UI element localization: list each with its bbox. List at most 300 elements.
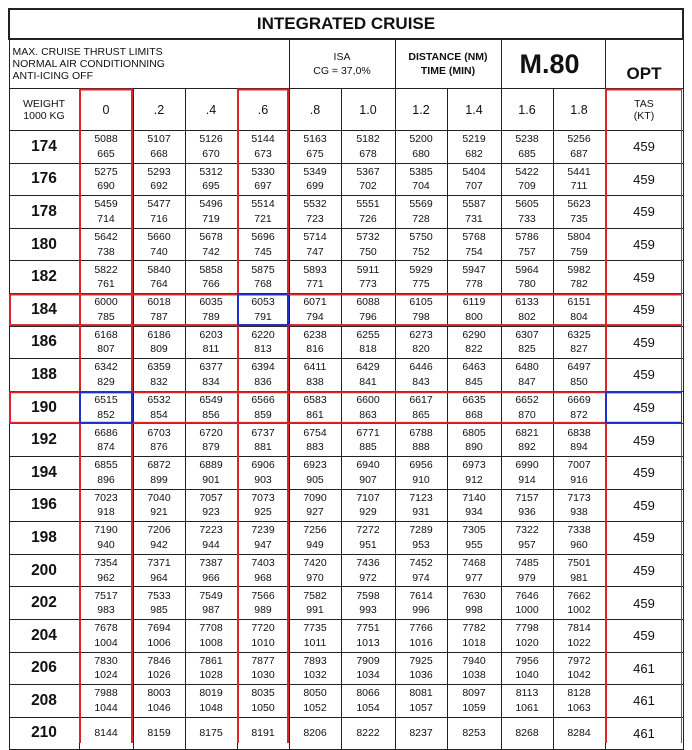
distance-time-cell <box>133 587 185 620</box>
distance-value: 7646 <box>515 589 539 602</box>
distance-time-cell <box>447 326 501 359</box>
time-value: 983 <box>97 604 115 617</box>
distance-time-cell <box>79 424 133 457</box>
time-value: 695 <box>202 180 220 193</box>
table-row <box>9 619 683 652</box>
distance-time-cell <box>237 293 289 326</box>
time-value: 968 <box>254 571 272 584</box>
integrated-cruise-table <box>8 8 684 750</box>
distance-time-cell <box>341 522 395 555</box>
distance-value: 7517 <box>94 589 118 602</box>
time-value: 1022 <box>567 636 591 649</box>
distance-time-cell <box>289 554 341 587</box>
distance-value: 8175 <box>199 727 223 740</box>
time-value: 1026 <box>147 669 171 682</box>
distance-value: 6429 <box>356 361 380 374</box>
distance-value: 8237 <box>409 727 433 740</box>
time-value: 881 <box>254 441 272 454</box>
distance-time-cell <box>79 685 133 718</box>
distance-time-cell <box>341 163 395 196</box>
time-value: 854 <box>150 408 168 421</box>
distance-time-cell <box>501 717 553 750</box>
time-value: 901 <box>202 473 220 486</box>
distance-value: 7940 <box>462 654 486 667</box>
distance-value: 7708 <box>199 622 223 635</box>
time-value: 927 <box>306 506 324 519</box>
distance-value: 6203 <box>199 328 223 341</box>
distance-value: 7735 <box>303 622 327 635</box>
distance-time-cell <box>395 326 447 359</box>
distance-time-cell <box>237 196 289 229</box>
distance-time-cell <box>447 196 501 229</box>
tas-cell: 459 <box>605 391 683 424</box>
time-value: 820 <box>412 343 430 356</box>
distance-value: 5569 <box>409 198 433 211</box>
time-value: 709 <box>518 180 536 193</box>
time-value: 896 <box>97 473 115 486</box>
distance-time-cell <box>185 587 237 620</box>
distance-time-cell <box>79 489 133 522</box>
distance-value: 5330 <box>251 165 275 178</box>
column-header-2: .4 <box>185 89 237 131</box>
time-value: 787 <box>150 310 168 323</box>
distance-time-cell <box>447 131 501 164</box>
time-value: 1059 <box>462 701 486 714</box>
distance-time-cell <box>79 293 133 326</box>
distance-time-cell <box>447 163 501 196</box>
distance-time-cell <box>553 359 605 392</box>
tas-cell: 459 <box>605 326 683 359</box>
column-header-3: .6 <box>237 89 289 131</box>
weight-cell: 198 <box>9 522 79 555</box>
distance-value: 7420 <box>303 557 327 570</box>
distance-value: 7223 <box>199 524 223 537</box>
time-value: 938 <box>570 506 588 519</box>
time-value: 841 <box>359 375 377 388</box>
distance-value: 7925 <box>409 654 433 667</box>
distance-value: 5678 <box>199 231 223 244</box>
tas-cell: 459 <box>605 359 683 392</box>
distance-time-cell <box>237 685 289 718</box>
time-value: 892 <box>518 441 536 454</box>
distance-time-cell <box>501 554 553 587</box>
table-row <box>9 326 683 359</box>
weight-cell: 174 <box>9 131 79 164</box>
distance-value: 7662 <box>567 589 591 602</box>
distance-value: 5107 <box>147 133 171 146</box>
time-value: 970 <box>306 571 324 584</box>
distance-value: 6838 <box>567 426 591 439</box>
weight-cell: 196 <box>9 489 79 522</box>
distance-time-cell <box>553 619 605 652</box>
distance-time-cell <box>185 131 237 164</box>
distance-value: 7909 <box>356 654 380 667</box>
time-value: 1002 <box>567 604 591 617</box>
distance-value: 6394 <box>251 361 275 374</box>
weight-header-unit: 1000 KG <box>23 109 65 122</box>
distance-value: 8191 <box>251 727 275 740</box>
time-value: 714 <box>97 212 115 225</box>
distance-value: 7140 <box>462 491 486 504</box>
distance-value: 5732 <box>356 231 380 244</box>
distance-label: DISTANCE (NM) <box>408 51 488 63</box>
table-row <box>9 131 683 164</box>
distance-value: 6119 <box>462 296 486 309</box>
time-value: 832 <box>150 375 168 388</box>
time-value: 809 <box>150 343 168 356</box>
distance-time-cell <box>237 619 289 652</box>
time-value: 692 <box>150 180 168 193</box>
time-value: 834 <box>202 375 220 388</box>
distance-value: 8097 <box>462 687 486 700</box>
condition-line: MAX. CRUISE THRUST LIMITS <box>12 46 163 58</box>
mach-number: M.80 <box>501 39 605 89</box>
distance-value: 6617 <box>409 394 433 407</box>
distance-time-cell <box>395 163 447 196</box>
distance-value: 5182 <box>356 133 380 146</box>
time-value: 682 <box>465 147 483 160</box>
distance-value: 5088 <box>94 133 118 146</box>
distance-value: 7956 <box>515 654 539 667</box>
distance-time-cell <box>289 685 341 718</box>
distance-time-cell <box>289 131 341 164</box>
table-row <box>9 293 683 326</box>
time-value: 1034 <box>356 669 380 682</box>
distance-value: 6168 <box>94 328 118 341</box>
time-value: 861 <box>306 408 324 421</box>
distance-value: 7073 <box>251 491 275 504</box>
distance-time-cell <box>289 359 341 392</box>
time-value: 740 <box>150 245 168 258</box>
time-value: 752 <box>412 245 430 258</box>
weight-cell: 176 <box>9 163 79 196</box>
time-value: 955 <box>465 538 483 551</box>
distance-value: 5623 <box>567 198 591 211</box>
distance-value: 5367 <box>356 165 380 178</box>
distance-time-cell <box>341 131 395 164</box>
distance-time-cell <box>133 456 185 489</box>
distance-value: 7582 <box>303 589 327 602</box>
distance-time-cell <box>133 196 185 229</box>
time-value: 989 <box>254 604 272 617</box>
distance-time-cell <box>237 391 289 424</box>
time-value: 1018 <box>462 636 486 649</box>
time-value: 673 <box>254 147 272 160</box>
distance-time-cell <box>289 196 341 229</box>
time-value: 678 <box>359 147 377 160</box>
time-value: 804 <box>570 310 588 323</box>
distance-time-cell <box>79 359 133 392</box>
distance-value: 5219 <box>462 133 486 146</box>
distance-value: 5404 <box>462 165 486 178</box>
weight-cell: 186 <box>9 326 79 359</box>
distance-time-cell <box>395 685 447 718</box>
distance-value: 6255 <box>356 328 380 341</box>
distance-time-cell <box>185 293 237 326</box>
distance-time-cell <box>79 554 133 587</box>
weight-cell: 188 <box>9 359 79 392</box>
time-value: 723 <box>306 212 324 225</box>
table-row <box>9 424 683 457</box>
table-row <box>9 685 683 718</box>
tas-column-header <box>605 89 683 131</box>
time-value: 721 <box>254 212 272 225</box>
distance-value: 5238 <box>515 133 539 146</box>
table-row <box>9 261 683 294</box>
distance-time-cell <box>553 652 605 685</box>
distance-time-cell <box>185 717 237 750</box>
time-value: 979 <box>518 571 536 584</box>
time-value: 977 <box>465 571 483 584</box>
table-row <box>9 717 683 750</box>
distance-time-cell <box>341 619 395 652</box>
distance-value: 6669 <box>567 394 591 407</box>
distance-time-cell <box>341 196 395 229</box>
tas-cell: 461 <box>605 685 683 718</box>
tas-cell: 459 <box>605 587 683 620</box>
distance-value: 7338 <box>567 524 591 537</box>
distance-value: 7598 <box>356 589 380 602</box>
distance-value: 7452 <box>409 557 433 570</box>
distance-value: 8222 <box>356 727 380 740</box>
distance-time-cell <box>447 456 501 489</box>
time-value: 912 <box>465 473 483 486</box>
distance-time-cell <box>395 131 447 164</box>
distance-time-cell <box>185 652 237 685</box>
distance-value: 7630 <box>462 589 486 602</box>
time-value: 825 <box>518 343 536 356</box>
distance-value: 7123 <box>409 491 433 504</box>
distance-value: 7289 <box>409 524 433 537</box>
time-value: 813 <box>254 343 272 356</box>
distance-value: 5126 <box>199 133 223 146</box>
distance-value: 7354 <box>94 557 118 570</box>
time-value: 759 <box>570 245 588 258</box>
distance-value: 5605 <box>515 198 539 211</box>
distance-value: 8128 <box>567 687 591 700</box>
distance-time-cell <box>289 261 341 294</box>
distance-time-cell <box>341 489 395 522</box>
distance-value: 7436 <box>356 557 380 570</box>
isa-cg-block <box>289 39 395 89</box>
distance-time-cell <box>237 163 289 196</box>
distance-time-cell <box>395 228 447 261</box>
tas-cell: 459 <box>605 293 683 326</box>
distance-time-cell <box>553 196 605 229</box>
column-header-9: 1.8 <box>553 89 605 131</box>
distance-value: 6686 <box>94 426 118 439</box>
distance-time-cell <box>133 326 185 359</box>
time-value: 850 <box>570 375 588 388</box>
distance-time-cell <box>79 163 133 196</box>
distance-value: 5441 <box>567 165 591 178</box>
time-value: 876 <box>150 441 168 454</box>
distance-time-cell <box>341 261 395 294</box>
distance-time-cell <box>553 489 605 522</box>
weight-column-header <box>9 89 79 131</box>
distance-time-cell <box>289 163 341 196</box>
distance-time-cell <box>289 489 341 522</box>
distance-time-cell <box>185 424 237 457</box>
distance-value: 6566 <box>251 394 275 407</box>
distance-time-cell <box>237 587 289 620</box>
time-value: 951 <box>359 538 377 551</box>
table-row <box>9 359 683 392</box>
time-value: 845 <box>465 375 483 388</box>
distance-value: 5514 <box>251 198 275 211</box>
distance-value: 7107 <box>356 491 380 504</box>
time-value: 800 <box>465 310 483 323</box>
distance-value: 5349 <box>303 165 327 178</box>
distance-value: 6018 <box>147 296 171 309</box>
distance-value: 7988 <box>94 687 118 700</box>
distance-time-cell <box>185 261 237 294</box>
isa-label: ISA <box>333 51 351 63</box>
time-value: 868 <box>465 408 483 421</box>
distance-time-cell <box>237 326 289 359</box>
column-header-4: .8 <box>289 89 341 131</box>
time-value: 1052 <box>303 701 327 714</box>
distance-value: 6220 <box>251 328 275 341</box>
distance-time-cell <box>341 391 395 424</box>
time-value: 1048 <box>199 701 223 714</box>
time-value: 865 <box>412 408 430 421</box>
distance-value: 7371 <box>147 557 171 570</box>
distance-time-cell <box>501 261 553 294</box>
time-value: 1038 <box>462 669 486 682</box>
page-title: INTEGRATED CRUISE <box>9 9 683 39</box>
weight-cell: 182 <box>9 261 79 294</box>
distance-time-cell <box>395 293 447 326</box>
distance-time-cell <box>395 359 447 392</box>
distance-value: 6151 <box>567 296 591 309</box>
tas-header-line: TAS <box>634 97 654 110</box>
distance-time-cell <box>133 228 185 261</box>
time-value: 910 <box>412 473 430 486</box>
time-value: 747 <box>306 245 324 258</box>
distance-value: 6737 <box>251 426 275 439</box>
time-value: 687 <box>570 147 588 160</box>
distance-time-cell <box>395 489 447 522</box>
distance-value: 5642 <box>94 231 118 244</box>
time-value: 944 <box>202 538 220 551</box>
distance-time-cell <box>553 717 605 750</box>
distance-value: 8066 <box>356 687 380 700</box>
distance-time-cell <box>501 293 553 326</box>
distance-value: 5385 <box>409 165 433 178</box>
distance-value: 6307 <box>515 328 539 341</box>
distance-time-cell <box>185 685 237 718</box>
distance-time-cell <box>133 522 185 555</box>
time-value: 827 <box>570 343 588 356</box>
distance-value: 5144 <box>251 133 275 146</box>
time-value: 923 <box>202 506 220 519</box>
distance-value: 5875 <box>251 263 275 276</box>
distance-time-cell <box>237 456 289 489</box>
time-value: 697 <box>254 180 272 193</box>
time-value: 1040 <box>515 669 539 682</box>
distance-time-cell <box>185 456 237 489</box>
time-value: 870 <box>518 408 536 421</box>
time-value: 782 <box>570 278 588 291</box>
distance-time-cell <box>289 424 341 457</box>
distance-value: 7846 <box>147 654 171 667</box>
distance-time-cell <box>553 685 605 718</box>
distance-value: 6290 <box>462 328 486 341</box>
distance-time-cell <box>79 456 133 489</box>
distance-value: 8144 <box>94 727 118 740</box>
distance-time-cell <box>185 554 237 587</box>
weight-cell: 180 <box>9 228 79 261</box>
distance-time-cell <box>185 619 237 652</box>
time-value: 964 <box>150 571 168 584</box>
time-value: 1030 <box>251 669 275 682</box>
distance-value: 8003 <box>147 687 171 700</box>
column-header-1: .2 <box>133 89 185 131</box>
table-row <box>9 163 683 196</box>
distance-value: 7190 <box>94 524 118 537</box>
time-value: 998 <box>465 604 483 617</box>
distance-time-cell <box>133 293 185 326</box>
time-value: 1042 <box>567 669 591 682</box>
distance-value: 6000 <box>94 296 118 309</box>
time-value: 1000 <box>515 604 539 617</box>
time-value: 1063 <box>567 701 591 714</box>
cruise-table-sheet <box>8 8 684 750</box>
distance-value: 7040 <box>147 491 171 504</box>
distance-value: 7206 <box>147 524 171 537</box>
distance-time-cell <box>289 652 341 685</box>
time-value: 987 <box>202 604 220 617</box>
distance-time-cell <box>237 131 289 164</box>
distance-time-cell <box>553 522 605 555</box>
distance-time-cell <box>79 522 133 555</box>
distance-value: 6889 <box>199 459 223 472</box>
distance-time-cell <box>289 391 341 424</box>
distance-value: 8113 <box>515 687 539 700</box>
distance-value: 7239 <box>251 524 275 537</box>
distance-value: 5982 <box>567 263 591 276</box>
distance-value: 5293 <box>147 165 171 178</box>
distance-value: 5804 <box>567 231 591 244</box>
distance-time-cell <box>395 391 447 424</box>
distance-value: 6956 <box>409 459 433 472</box>
time-value: 966 <box>202 571 220 584</box>
weight-cell: 184 <box>9 293 79 326</box>
distance-time-cell <box>501 619 553 652</box>
time-value: 1028 <box>199 669 223 682</box>
distance-time-cell <box>341 685 395 718</box>
time-value: 890 <box>465 441 483 454</box>
time-value: 934 <box>465 506 483 519</box>
distance-time-cell <box>341 587 395 620</box>
distance-time-cell <box>447 587 501 620</box>
distance-time-cell <box>79 619 133 652</box>
time-value: 916 <box>570 473 588 486</box>
time-value: 1011 <box>303 636 327 649</box>
time-value: 822 <box>465 343 483 356</box>
distance-time-cell <box>79 652 133 685</box>
time-value: 1044 <box>94 701 118 714</box>
table-row <box>9 456 683 489</box>
distance-value: 6377 <box>199 361 223 374</box>
distance-value: 6342 <box>94 361 118 374</box>
time-value: 883 <box>306 441 324 454</box>
distance-value: 6105 <box>409 296 433 309</box>
distance-time-cell <box>79 326 133 359</box>
distance-time-cell <box>447 522 501 555</box>
distance-value: 5840 <box>147 263 171 276</box>
